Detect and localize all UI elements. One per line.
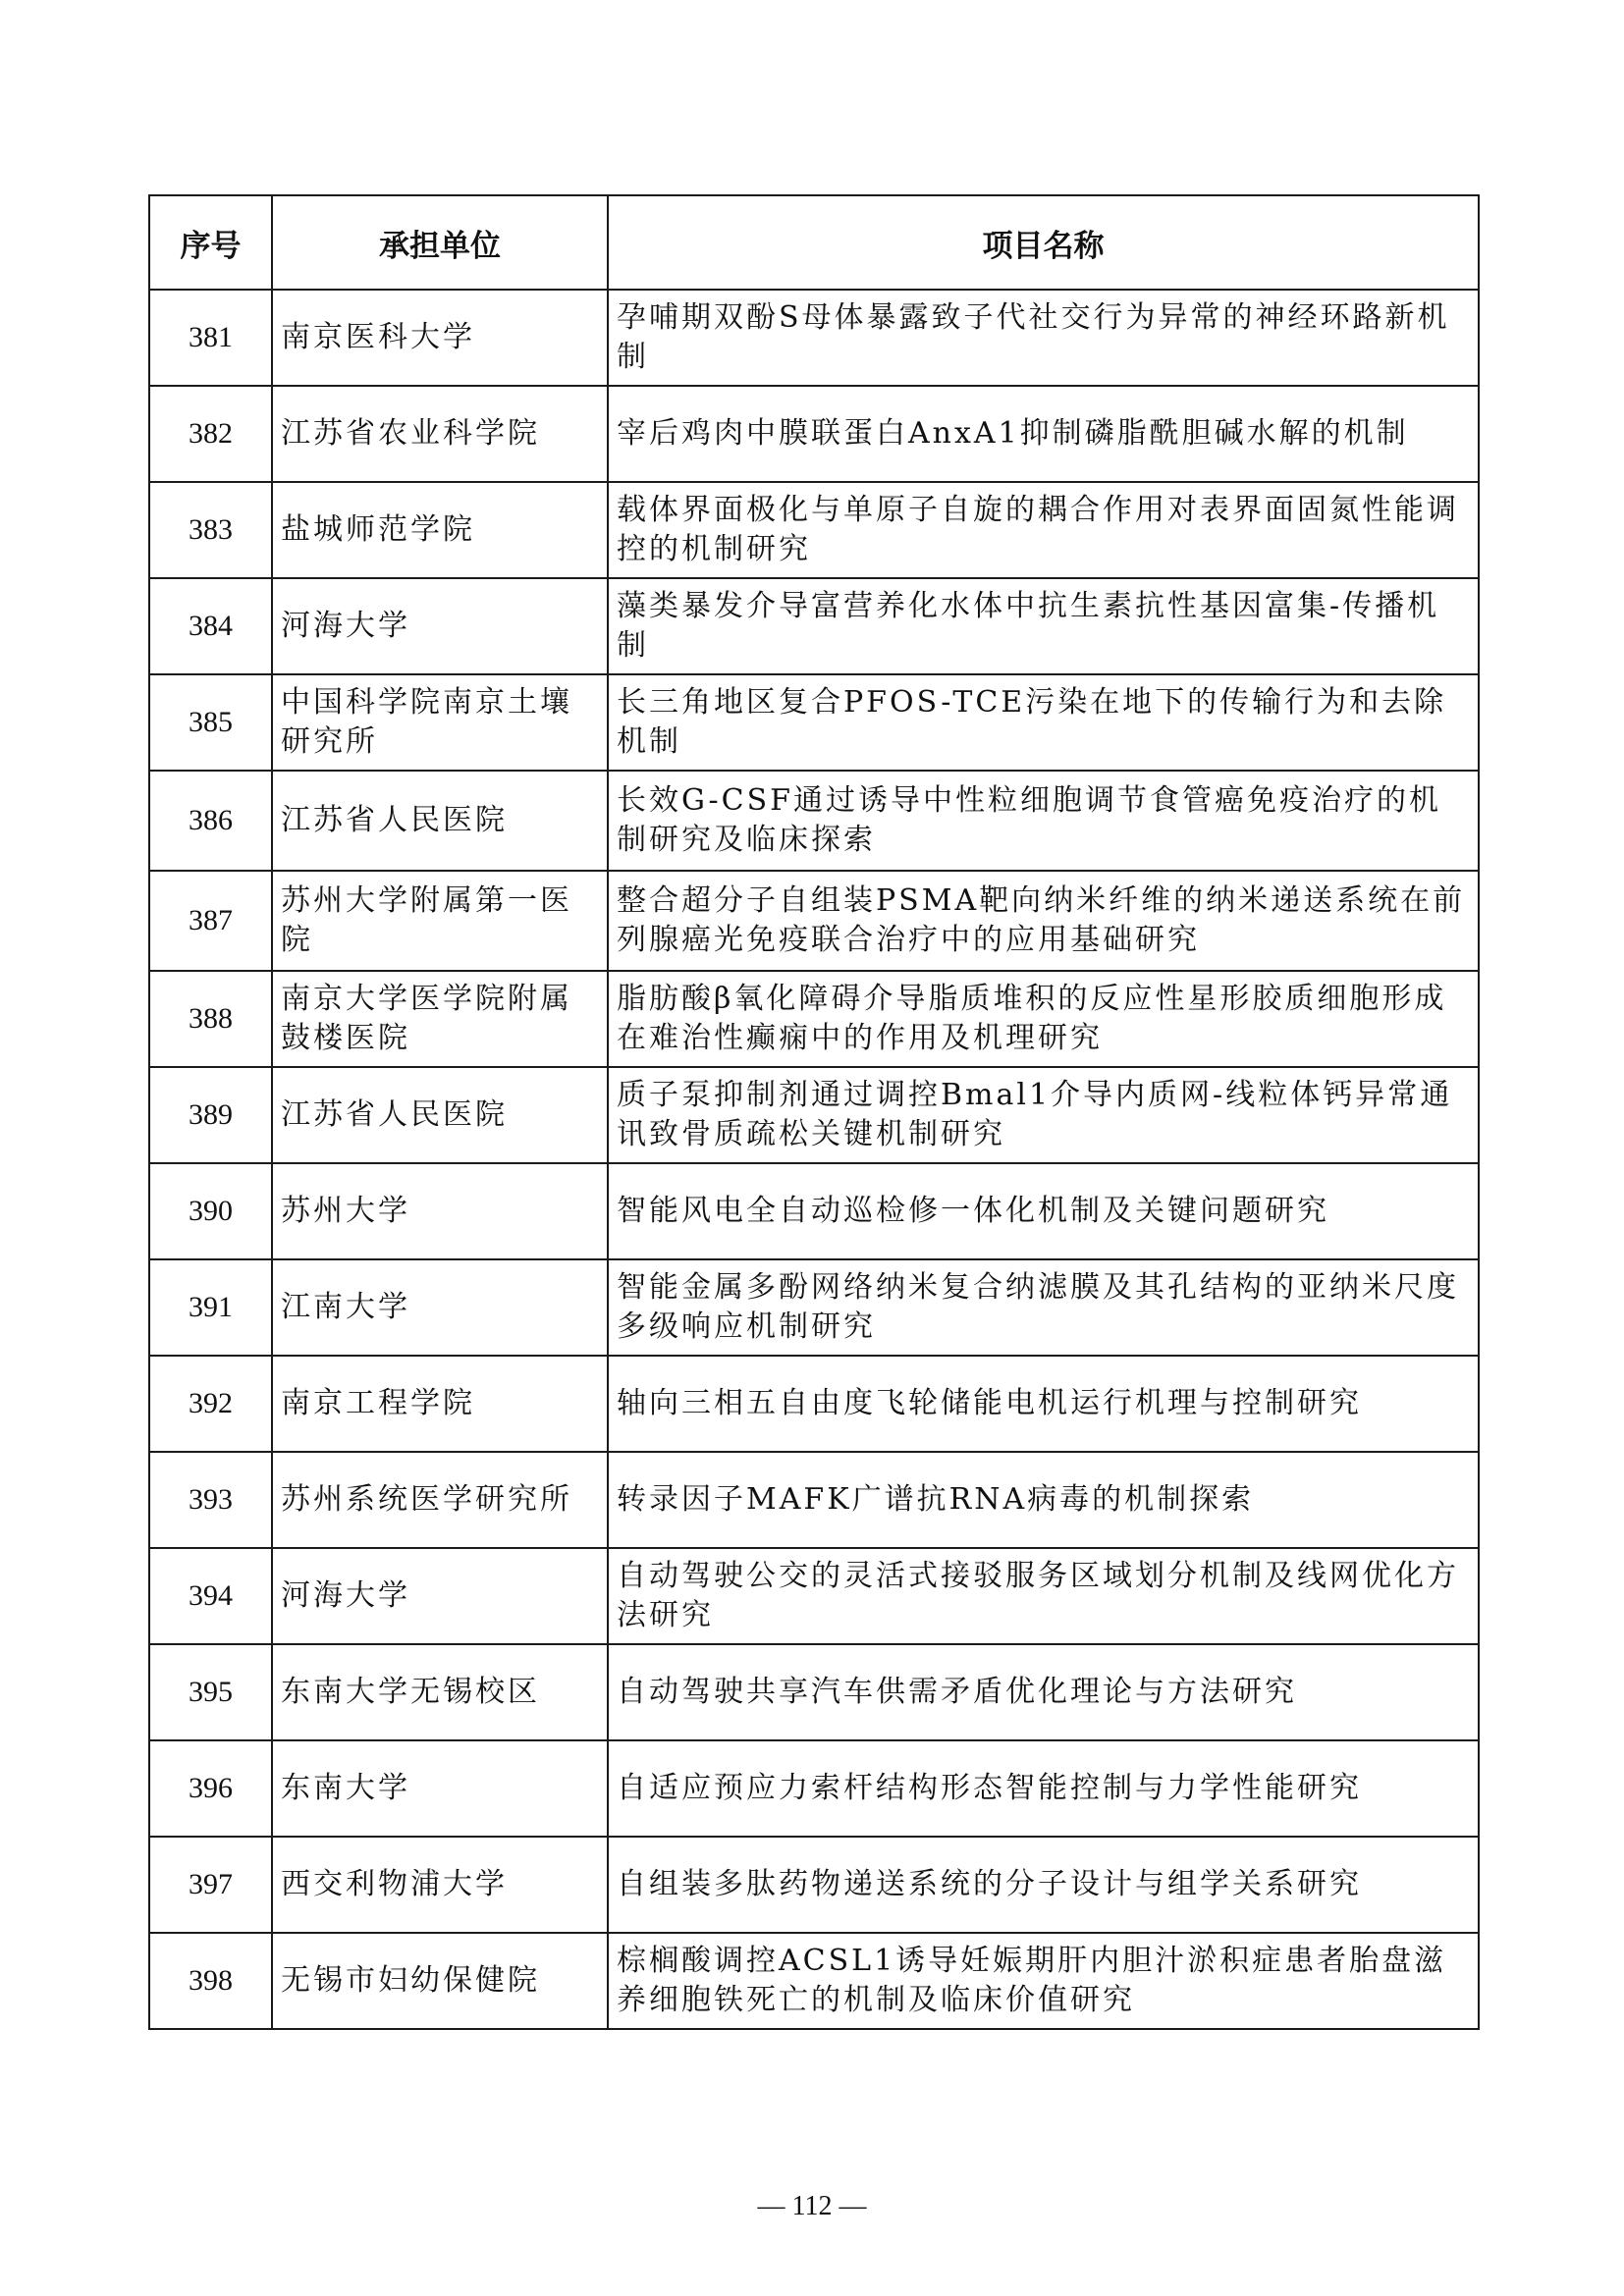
row-number: 385 [149, 674, 272, 771]
row-number: 389 [149, 1067, 272, 1163]
row-project: 棕榈酸调控ACSL1诱导妊娠期肝内胆汁淤积症患者胎盘滋养细胞铁死亡的机制及临床价值研究 [608, 1933, 1479, 2029]
row-number: 394 [149, 1548, 272, 1644]
row-unit: 江南大学 [272, 1259, 608, 1356]
row-unit: 江苏省人民医院 [272, 771, 608, 871]
row-project: 长三角地区复合PFOS-TCE污染在地下的传输行为和去除机制 [608, 674, 1479, 771]
table-row [149, 1644, 1479, 1740]
row-number: 384 [149, 578, 272, 674]
row-number: 392 [149, 1356, 272, 1452]
row-unit: 南京大学医学院附属鼓楼医院 [272, 971, 608, 1067]
row-project: 自动驾驶共享汽车供需矛盾优化理论与方法研究 [608, 1644, 1479, 1740]
row-number: 395 [149, 1644, 272, 1740]
row-project: 整合超分子自组装PSMA靶向纳米纤维的纳米递送系统在前列腺癌光免疫联合治疗中的应用基础研究 [608, 871, 1479, 971]
project-table [148, 194, 1480, 2030]
table-row [149, 1837, 1479, 1933]
table-row [149, 1163, 1479, 1259]
row-unit: 河海大学 [272, 1548, 608, 1644]
row-unit: 东南大学无锡校区 [272, 1644, 608, 1740]
row-number: 397 [149, 1837, 272, 1933]
row-unit: 西交利物浦大学 [272, 1837, 608, 1933]
row-number: 383 [149, 482, 272, 578]
table-row [149, 1548, 1479, 1644]
row-number: 388 [149, 971, 272, 1067]
row-project: 智能金属多酚网络纳米复合纳滤膜及其孔结构的亚纳米尺度多级响应机制研究 [608, 1259, 1479, 1356]
row-project: 宰后鸡肉中膜联蛋白AnxA1抑制磷脂酰胆碱水解的机制 [608, 386, 1479, 482]
table-row [149, 290, 1479, 386]
page-number: — 112 — [757, 2191, 867, 2221]
table-row [149, 871, 1479, 971]
row-number: 382 [149, 386, 272, 482]
row-number: 386 [149, 771, 272, 871]
row-project: 藻类暴发介导富营养化水体中抗生素抗性基因富集-传播机制 [608, 578, 1479, 674]
row-unit: 南京工程学院 [272, 1356, 608, 1452]
header-index: 序号 [149, 195, 272, 290]
table-row [149, 1452, 1479, 1548]
table-row [149, 1356, 1479, 1452]
row-unit: 江苏省人民医院 [272, 1067, 608, 1163]
table-header [149, 195, 1479, 290]
table-row [149, 971, 1479, 1067]
row-number: 387 [149, 871, 272, 971]
row-number: 391 [149, 1259, 272, 1356]
row-unit: 中国科学院南京土壤研究所 [272, 674, 608, 771]
table-row [149, 578, 1479, 674]
row-project: 自动驾驶公交的灵活式接驳服务区域划分机制及线网优化方法研究 [608, 1548, 1479, 1644]
table-body [149, 290, 1479, 2029]
table-row [149, 386, 1479, 482]
header-row [149, 195, 1479, 290]
row-project: 自适应预应力索杆结构形态智能控制与力学性能研究 [608, 1740, 1479, 1837]
row-unit: 盐城师范学院 [272, 482, 608, 578]
table-row [149, 1740, 1479, 1837]
table-row [149, 482, 1479, 578]
row-unit: 南京医科大学 [272, 290, 608, 386]
table-row [149, 1067, 1479, 1163]
row-unit: 河海大学 [272, 578, 608, 674]
header-project: 项目名称 [608, 195, 1479, 290]
row-unit: 苏州系统医学研究所 [272, 1452, 608, 1548]
row-unit: 江苏省农业科学院 [272, 386, 608, 482]
row-number: 390 [149, 1163, 272, 1259]
header-unit: 承担单位 [272, 195, 608, 290]
row-number: 381 [149, 290, 272, 386]
row-project: 自组装多肽药物递送系统的分子设计与组学关系研究 [608, 1837, 1479, 1933]
row-project: 长效G-CSF通过诱导中性粒细胞调节食管癌免疫治疗的机制研究及临床探索 [608, 771, 1479, 871]
table-row [149, 1259, 1479, 1356]
table-row [149, 1933, 1479, 2029]
row-project: 质子泵抑制剂通过调控Bmal1介导内质网-线粒体钙异常通讯致骨质疏松关键机制研究 [608, 1067, 1479, 1163]
row-project: 载体界面极化与单原子自旋的耦合作用对表界面固氮性能调控的机制研究 [608, 482, 1479, 578]
row-number: 398 [149, 1933, 272, 2029]
row-project: 轴向三相五自由度飞轮储能电机运行机理与控制研究 [608, 1356, 1479, 1452]
row-project: 智能风电全自动巡检修一体化机制及关键问题研究 [608, 1163, 1479, 1259]
row-project: 脂肪酸β氧化障碍介导脂质堆积的反应性星形胶质细胞形成在难治性癫痫中的作用及机理研究 [608, 971, 1479, 1067]
table-row [149, 674, 1479, 771]
row-number: 396 [149, 1740, 272, 1837]
row-unit: 无锡市妇幼保健院 [272, 1933, 608, 2029]
row-number: 393 [149, 1452, 272, 1548]
row-project: 转录因子MAFK广谱抗RNA病毒的机制探索 [608, 1452, 1479, 1548]
table-row [149, 771, 1479, 871]
row-project: 孕哺期双酚S母体暴露致子代社交行为异常的神经环路新机制 [608, 290, 1479, 386]
row-unit: 苏州大学附属第一医院 [272, 871, 608, 971]
row-unit: 苏州大学 [272, 1163, 608, 1259]
row-unit: 东南大学 [272, 1740, 608, 1837]
